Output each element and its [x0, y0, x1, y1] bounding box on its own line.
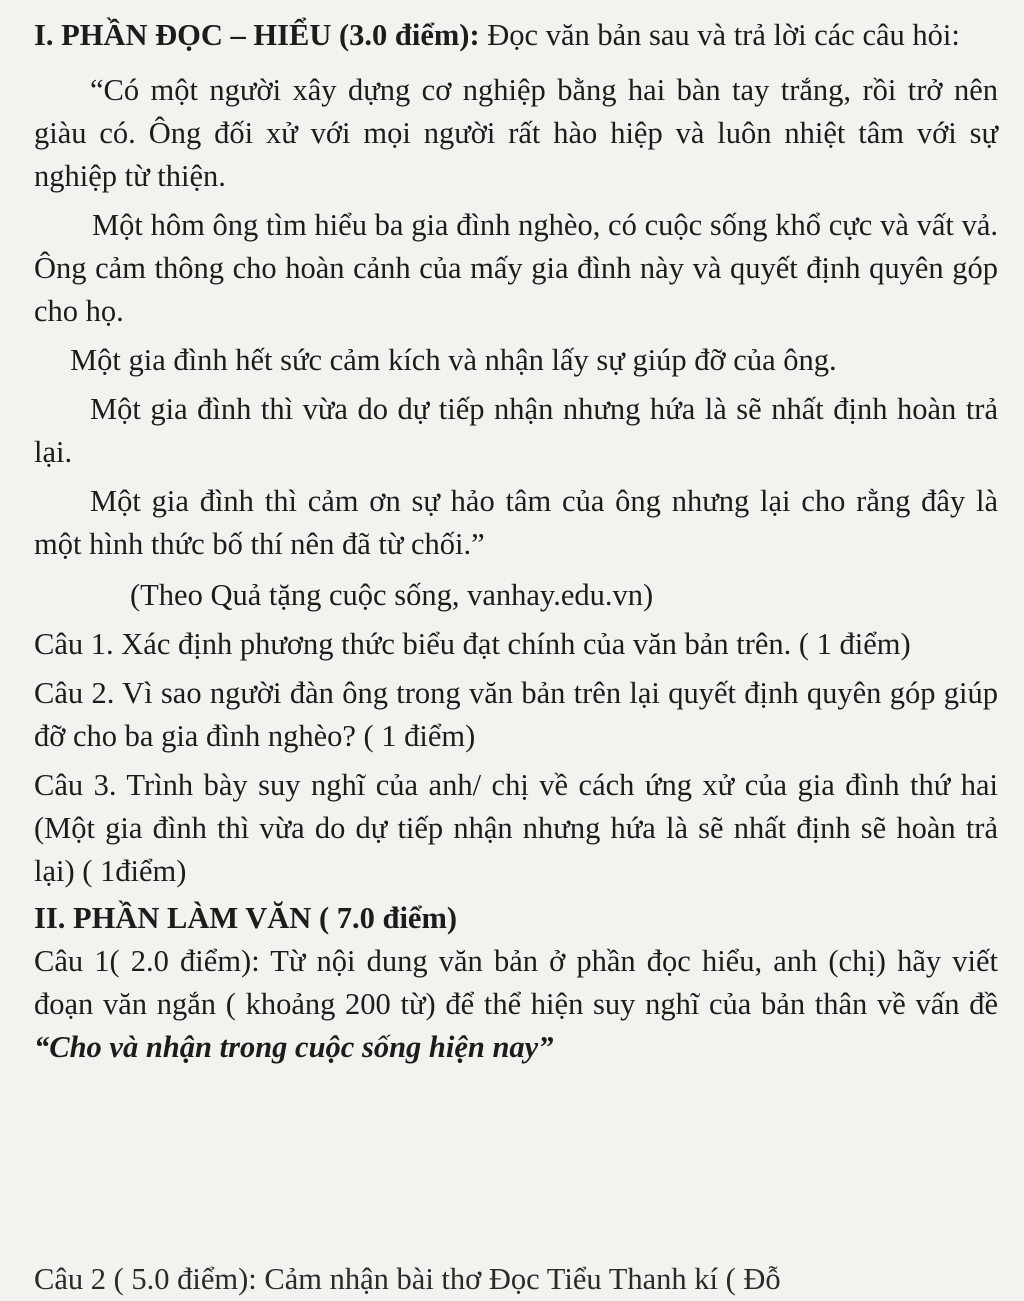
question-1: Câu 1. Xác định phương thức biểu đạt chính của văn bản trên. ( 1 điểm)	[34, 627, 911, 661]
passage-paragraph-2: Một hôm ông tìm hiểu ba gia đình nghèo, có cuộc sống khổ cực và vất vả. Ông cảm thông cho hoàn cảnh của mấy gia đình này và quyết định quyên góp cho họ.	[34, 208, 998, 328]
passage-source: (Theo Quả tặng cuộc sống, vanhay.edu.vn)	[130, 578, 654, 612]
essay-topic: “Cho và nhận trong cuộc sống hiện nay”	[34, 1030, 554, 1064]
question-3: Câu 3. Trình bày suy nghĩ của anh/ chị về cách ứng xử của gia đình thứ hai (Một gia đình thì vừa do dự tiếp nhận nhưng hứa là sẽ nhất định sẽ hoàn trả lại) ( 1điểm)	[34, 768, 998, 888]
passage-paragraph-4: Một gia đình thì vừa do dự tiếp nhận nhưng hứa là sẽ nhất định hoàn trả lại.	[34, 392, 998, 469]
essay-intro: Câu 1( 2.0 điểm): Từ nội dung văn bản ở phần đọc hiểu, anh (chị) hãy viết đoạn văn ngắn ( khoảng 200 từ) để thể hiện suy nghĩ của bản thân về vấn đề	[34, 944, 998, 1021]
passage-paragraph-1: “Có một người xây dựng cơ nghiệp bằng hai bàn tay trắng, rồi trở nên giàu có. Ông đối xử với mọi người rất hào hiệp và luôn nhiệt tâm với sự nghiệp từ thiện.	[34, 73, 998, 193]
question-2: Câu 2. Vì sao người đàn ông trong văn bản trên lại quyết định quyên góp giúp đỡ cho ba gia đình nghèo? ( 1 điểm)	[34, 676, 998, 753]
essay-question-1	[34, 940, 998, 1069]
part1-heading-line	[34, 14, 998, 57]
passage-paragraph-5: Một gia đình thì cảm ơn sự hảo tâm của ông nhưng lại cho rằng đây là một hình thức bố thí nên đã từ chối.”	[34, 484, 998, 561]
part2-heading: II. PHẦN LÀM VĂN ( 7.0 điểm)	[34, 901, 458, 935]
part1-heading: I. PHẦN ĐỌC – HIỂU (3.0 điểm):	[34, 18, 480, 52]
part1-instruction: Đọc văn bản sau và trả lời các câu hỏi:	[487, 18, 960, 52]
passage-paragraph-3: Một gia đình hết sức cảm kích và nhận lấy sự giúp đỡ của ông.	[70, 343, 837, 377]
cut-off-line: Câu 2 ( 5.0 điểm): Cảm nhận bài thơ Đọc Tiểu Thanh kí ( Đỗ	[34, 1262, 781, 1296]
